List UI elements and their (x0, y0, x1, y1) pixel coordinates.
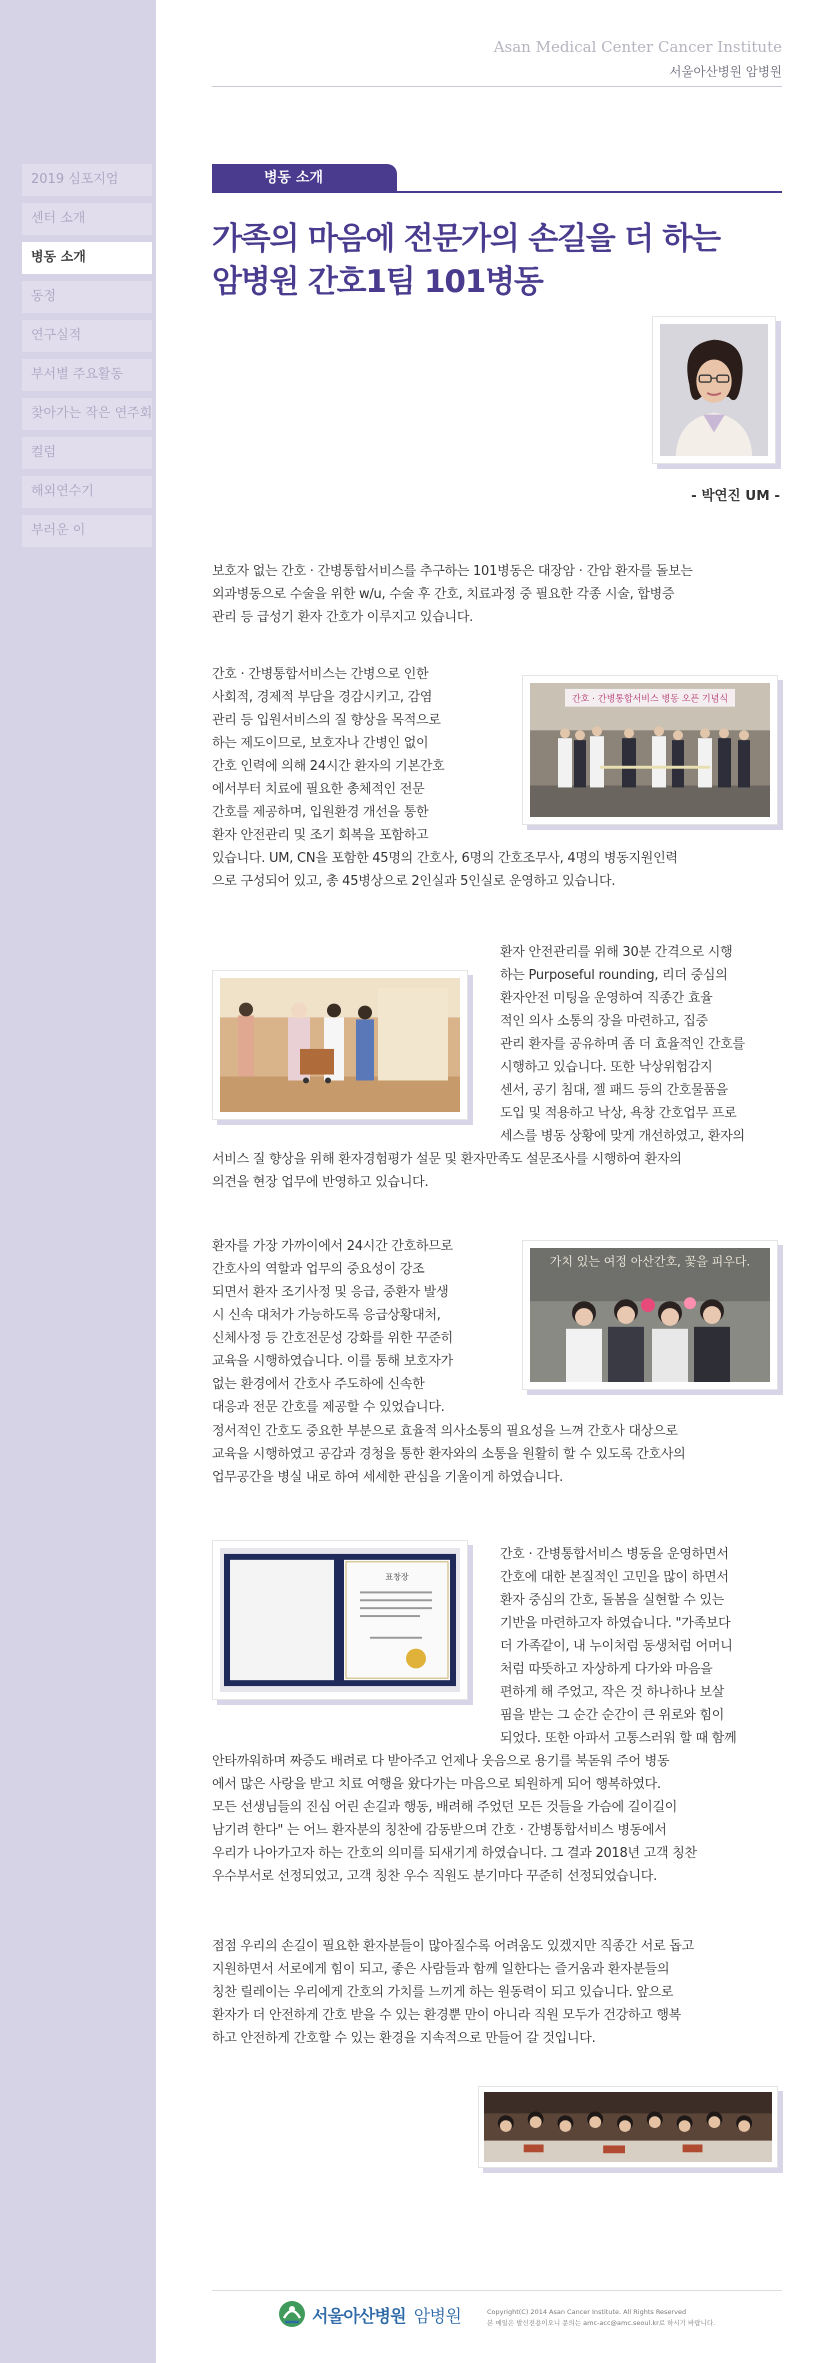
text-line: 지원하면서 서로에게 힘이 되고, 좋은 사람들과 함께 일한다는 즐거움과 환자분들의 (212, 1962, 670, 1977)
paragraph-4-side (212, 1235, 497, 1419)
sidebar-item-center-intro[interactable]: 센터 소개 (22, 203, 152, 235)
paragraph-5-full (212, 1750, 782, 1888)
certificate-photo (212, 1540, 468, 1700)
text-line: 교육을 시행하였고 공감과 경청을 통한 환자와의 소통을 원활히 할 수 있도록 간호사의 (212, 1447, 686, 1462)
section-tab: 병동 소개 (212, 164, 397, 192)
text-line: 의견을 현장 업무에 반영하고 있습니다. (212, 1175, 429, 1190)
text-line: 하는 제도이므로, 보호자나 간병인 없이 (212, 736, 429, 751)
footer-copyright-block (487, 2307, 715, 2329)
text-line: 간호 · 간병통합서비스는 간병으로 인한 (212, 667, 429, 682)
text-line: 환자 안전관리 및 조기 회복을 포함하고 (212, 828, 429, 843)
portrait-photo (652, 316, 776, 464)
text-line: 관리 등 입원서비스의 질 향상을 목적으로 (212, 713, 441, 728)
footer-note: 본 메일은 발신전용이오니 문의는 amc-acc@amc.seoul.kr로 하시기 바랍니다. (487, 2319, 716, 2327)
sidebar-item-concert[interactable]: 찾아가는 작은 연주회 (22, 398, 152, 430)
header-institute-en: Asan Medical Center Cancer Institute (493, 38, 782, 56)
page-title (212, 218, 782, 304)
text-line: 간호사의 역할과 업무의 중요성이 강조 (212, 1262, 425, 1277)
paragraph-2-side (212, 663, 497, 847)
wall-text: 가치 있는 여정 아산간호, 꽃을 피우다. (549, 1254, 751, 1269)
text-line: 보호자 없는 간호 · 간병통합서비스를 추구하는 101병동은 대장암 · 간암 환자를 돌보는 (212, 564, 693, 579)
text-line: 환자 안전관리를 위해 30분 간격으로 시행 (500, 945, 733, 960)
text-line: 남기려 한다" 는 어느 환자분의 칭찬에 감동받으며 간호 · 간병통합서비스 병동에서 (212, 1823, 667, 1838)
group-photo (522, 1240, 778, 1390)
text-line: 안타까워하며 짜증도 배려로 다 받아주고 언제나 웃음으로 용기를 북돋워 주어 병동 (212, 1754, 670, 1769)
footer-logo[interactable] (278, 2300, 461, 2328)
text-line: 간호를 제공하며, 입원환경 개선을 통한 (212, 805, 429, 820)
rounding-photo (212, 970, 468, 1120)
paragraph-3-full (212, 1148, 782, 1194)
text-line: 환자안전 미팅을 운영하여 직종간 효율 (500, 991, 713, 1006)
ceremony-photo (522, 675, 778, 825)
paragraph-3-side (500, 941, 782, 1148)
text-line: 적인 의사 소통의 장을 마련하고, 집중 (500, 1014, 708, 1029)
sidebar-item-department-activities[interactable]: 부서별 주요활동 (22, 359, 152, 391)
text-line: 간호 인력에 의해 24시간 환자의 기본간호 (212, 759, 445, 774)
paragraph-closing (212, 1935, 782, 2050)
header-divider (212, 86, 782, 87)
text-line: 업무공간을 병실 내로 하여 세세한 관심을 기울이게 하였습니다. (212, 1470, 564, 1485)
text-line: 간호에 대한 본질적인 고민을 많이 하면서 (500, 1570, 729, 1585)
paragraph-2-full (212, 847, 782, 893)
text-line: 편하게 해 주었고, 작은 것 하나하나 보살 (500, 1685, 725, 1700)
text-line: 없는 환경에서 간호사 주도하에 신속한 (212, 1377, 425, 1392)
text-line: 사회적, 경제적 부담을 경감시키고, 감염 (212, 690, 433, 705)
header-institute-ko: 서울아산병원 암병원 (669, 64, 782, 79)
sidebar-item-ward-intro[interactable]: 병동 소개 (22, 242, 152, 274)
text-line: 더 가족같이, 내 누이처럼 동생처럼 어머니 (500, 1639, 733, 1654)
text-line: 정서적인 간호도 중요한 부분으로 효율적 의사소통의 필요성을 느껴 간호사 대상으로 (212, 1424, 678, 1439)
footer-logo-sub: 암병원 (413, 2306, 462, 2327)
portrait-caption: - 박연진 UM - (691, 488, 780, 504)
text-line: 대응과 전문 간호를 제공할 수 있었습니다. (212, 1400, 445, 1415)
paragraph-5-side (500, 1543, 782, 1750)
sidebar-item-envy[interactable]: 부러운 이 (22, 515, 152, 547)
text-line: 관리 등 급성기 환자 간호가 이루지고 있습니다. (212, 610, 474, 625)
text-line: 핌을 받는 그 순간 순간이 큰 위로와 힘이 (500, 1708, 725, 1723)
text-line: 환자를 가장 가까이에서 24시간 간호하므로 (212, 1239, 453, 1254)
text-line: 서비스 질 향상을 위해 환자경험평가 설문 및 환자만족도 설문조사를 시행하여 환자의 (212, 1152, 682, 1167)
sidebar-item-news[interactable]: 동정 (22, 281, 152, 313)
sidebar (0, 0, 156, 2363)
sidebar-item-overseas-training[interactable]: 해외연수기 (22, 476, 152, 508)
text-line: 으로 구성되어 있고, 총 45병상으로 2인실과 5인실로 운영하고 있습니다. (212, 874, 616, 889)
ceremony-banner-text: 간호 · 간병통합서비스 병동 오픈 기념식 (571, 694, 729, 705)
text-line: 신체사정 등 간호전문성 강화를 위한 꾸준히 (212, 1331, 453, 1346)
text-line: 처럼 따뜻하고 자상하게 다가와 마음을 (500, 1662, 713, 1677)
paragraph-4-full (212, 1420, 782, 1489)
sidebar-item-research[interactable]: 연구실적 (22, 320, 152, 352)
text-line: 기반을 마련하고자 하였습니다. "가족보다 (500, 1616, 731, 1631)
team-photo (478, 2086, 778, 2168)
certificate-title: 표창장 (385, 1572, 409, 1582)
hospital-logo-icon (278, 2300, 306, 2328)
page-title-line-2: 암병원 간호1팀 101병동 (212, 264, 543, 300)
text-line: 에서부터 치료에 필요한 총체적인 전문 (212, 782, 425, 797)
text-line: 관리 환자를 공유하며 좀 더 효율적인 간호를 (500, 1037, 745, 1052)
text-line: 에서 많은 사랑을 받고 치료 여행을 왔다가는 마음으로 퇴원하게 되어 행복하였다. (212, 1777, 661, 1792)
text-line: 세스를 병동 상황에 맞게 개선하였고, 환자의 (500, 1129, 745, 1144)
text-line: 시행하고 있습니다. 또한 낙상위험감지 (500, 1060, 713, 1075)
text-line: 간호 · 간병통합서비스 병동을 운영하면서 (500, 1547, 729, 1562)
text-line: 하고 안전하게 간호할 수 있는 환경을 지속적으로 만들어 갈 것입니다. (212, 2031, 596, 2046)
text-line: 칭찬 릴레이는 우리에게 간호의 가치를 느끼게 하는 원동력이 되고 있습니다. 앞으로 (212, 1985, 674, 2000)
footer-copyright: Copyright(C) 2014 Asan Cancer Institute. All Rights Reserved (487, 2308, 687, 2316)
text-line: 되었다. 또한 아파서 고통스러워 할 때 함께 (500, 1731, 737, 1746)
text-line: 우리가 나아가고자 하는 간호의 의미를 되새기게 하였습니다. 그 결과 2018년 고객 칭찬 (212, 1846, 697, 1861)
text-line: 하는 Purposeful rounding, 리더 중심의 (500, 968, 728, 983)
text-line: 되면서 환자 조기사정 및 응급, 중환자 발생 (212, 1285, 449, 1300)
footer-logo-text: 서울아산병원 (312, 2306, 406, 2327)
text-line: 도입 및 적용하고 낙상, 욕창 간호업무 프로 (500, 1106, 737, 1121)
text-line: 있습니다. UM, CN을 포함한 45명의 간호사, 6명의 간호조무사, 4명의 병동지원인력 (212, 851, 678, 866)
text-line: 시 신속 대처가 가능하도록 응급상황대처, (212, 1308, 441, 1323)
text-line: 환자가 더 안전하게 간호 받을 수 있는 환경뿐 만이 아니라 직원 모두가 건강하고 행복 (212, 2008, 681, 2023)
text-line: 센서, 공기 침대, 젤 패드 등의 간호물품을 (500, 1083, 728, 1098)
sidebar-nav (22, 164, 152, 554)
page-title-line-1: 가족의 마음에 전문가의 손길을 더 하는 (212, 221, 720, 257)
text-line: 교육을 시행하였습니다. 이를 통해 보호자가 (212, 1354, 453, 1369)
paragraph-intro (212, 560, 782, 629)
footer-divider (212, 2290, 782, 2291)
text-line: 우수부서로 선정되었고, 고객 칭찬 우수 직원도 분기마다 꾸준히 선정되었습니다. (212, 1869, 657, 1884)
section-divider (212, 191, 782, 193)
text-line: 점점 우리의 손길이 필요한 환자분들이 많아질수록 어려움도 있겠지만 직종간 서로 돕고 (212, 1939, 694, 1954)
text-line: 환자 중심의 간호, 돌봄을 실현할 수 있는 (500, 1593, 725, 1608)
text-line: 외과병동으로 수술을 위한 w/u, 수술 후 간호, 치료과정 중 필요한 각종 시술, 합병증 (212, 587, 675, 602)
sidebar-item-column[interactable]: 컬럼 (22, 437, 152, 469)
text-line: 모든 선생님들의 진심 어린 손길과 행동, 배려해 주었던 모든 것들을 가슴에 길이길이 (212, 1800, 678, 1815)
sidebar-item-symposium[interactable]: 2019 심포지엄 (22, 164, 152, 196)
